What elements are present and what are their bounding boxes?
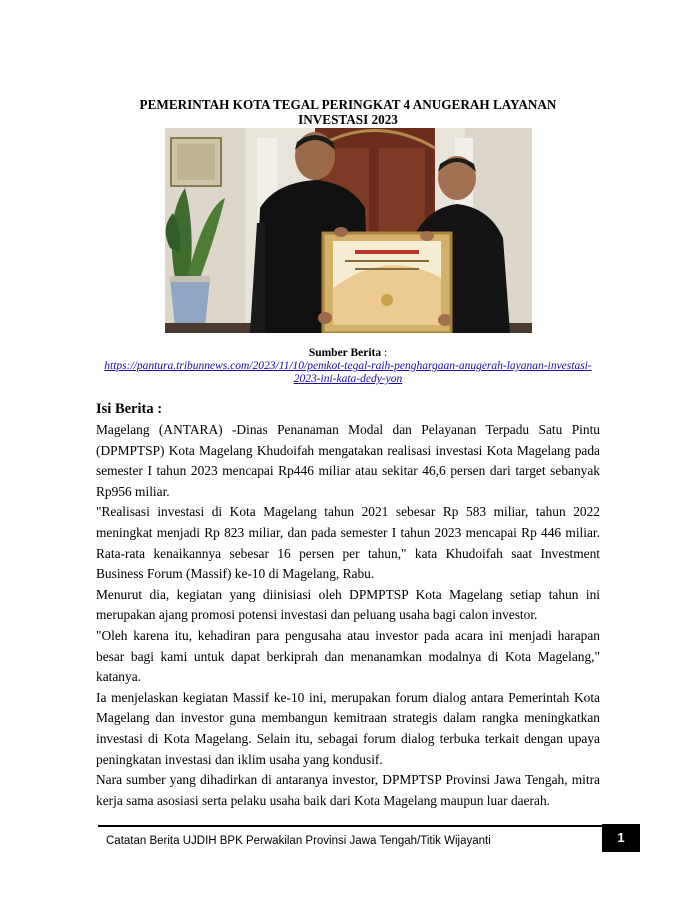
document-title: PEMERINTAH KOTA TEGAL PERINGKAT 4 ANUGERAH LAYANAN INVESTASI 2023: [139, 97, 557, 127]
source-caption: [98, 347, 598, 386]
paragraph: "Realisasi investasi di Kota Magelang tahun 2021 sebesar Rp 583 miliar, tahun 2022 meningkat menjadi Rp 823 miliar, dan pada semester I tahun 2023 mencapai Rp 446 miliar. Rata-rata kenaikannya sebesar 16 persen per tahun," kata Khudoifah saat Investment Business Forum (Massif) ke-10 di Magelang, Rabu.: [96, 504, 600, 582]
paragraph: Nara sumber yang dihadirkan di antaranya investor, DPMPTSP Provinsi Jawa Tengah, mitra kerja sama asosiasi serta pelaku usaha baik dari Kota Magelang maupun luar daerah.: [96, 772, 600, 808]
source-label: Sumber Berita: [308, 347, 382, 359]
footer-divider: [98, 825, 604, 827]
article-body: [96, 420, 600, 811]
section-title: Isi Berita :: [96, 401, 163, 417]
footer-text: Catatan Berita UJDIH BPK Perwakilan Provinsi Jawa Tengah/Titik Wijayanti: [106, 835, 491, 847]
source-separator: :: [381, 347, 388, 359]
paragraph: Ia menjelaskan kegiatan Massif ke-10 ini, merupakan forum dialog antara Pemerintah Kota Magelang dan investor guna membangun kemitraan strategis dalam rangka meningkatkan investasi di Kota Magelang. Selain itu, sebagai forum dialog terbuka terkait dengan upaya peningkatan investasi dan iklim usaha yang kondusif.: [96, 689, 600, 767]
paragraph: Magelang (ANTARA) -Dinas Penanaman Modal dan Pelayanan Terpadu Satu Pintu (DPMPTSP) Kota Magelang Khudoifah mengatakan realisasi investasi Kota Magelang pada semester I tahun 2023 mencapai Rp446 miliar atau sekitar 46,6 persen dari target sebanyak Rp956 miliar.: [96, 422, 600, 499]
page-number: 1: [602, 824, 640, 852]
award-photo: [165, 128, 532, 333]
paragraph: "Oleh karena itu, kehadiran para pengusaha atau investor pada acara ini menjadi harapan besar bagi kami untuk dapat berkiprah dan menanamkan modalnya di Kota Magelang," katanya.: [96, 627, 600, 685]
source-link[interactable]: https://pantura.tribunnews.com/2023/11/10/pemkot-tegal-raih-penghargaan-anugerah-layanan-investasi-2023-ini-kata-dedy-yon: [104, 360, 592, 385]
paragraph: Menurut dia, kegiatan yang diinisiasi oleh DPMPTSP Kota Magelang setiap tahun ini merupakan ajang promosi potensi investasi dan peluang usaha bagi calon investor.: [96, 586, 600, 623]
